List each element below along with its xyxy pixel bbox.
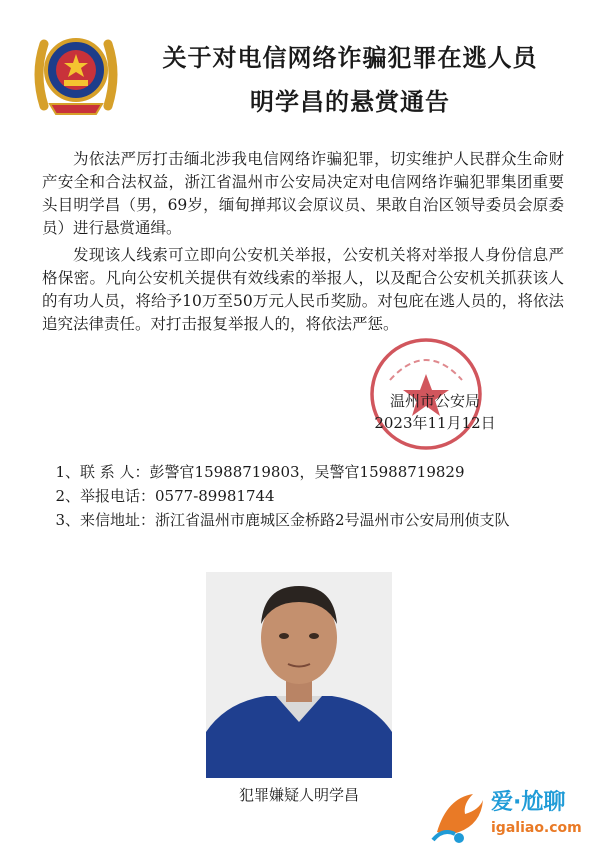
contact-number: 2、 [55,487,80,505]
contact-label: 举报电话： [80,487,156,505]
signature-block [360,390,510,434]
contact-value: 彭警官15988719803，吴警官15988719829 [149,463,465,481]
contact-number: 3、 [55,511,80,529]
watermark-text [491,788,591,838]
contact-value: 浙江省温州市鹿城区金桥路2号温州市公安局刑侦支队 [155,511,510,529]
title-line-1: 关于对电信网络诈骗犯罪在逃人员 [162,43,538,72]
issuer-name: 温州市公安局 [389,392,480,410]
paragraph-1: 为依法严厉打击缅北涉我电信网络诈骗犯罪，切实维护人民群众生命财产安全和合法权益，浙江省温州市公安局决定对电信网络诈骗犯罪集团重要头目明学昌（男，69岁，缅甸掸邦议会原议员、果敢自治区领导委员会原委员）进行悬赏通缉。 [42,150,564,237]
contact-list [42,460,564,532]
police-emblem-icon [30,30,122,116]
contact-row-persons [42,460,564,484]
photo-caption: 犯罪嫌疑人明学昌 [238,786,359,804]
watermark-logo-icon [429,788,489,846]
contact-label: 联 系 人： [80,463,150,481]
contact-number: 1、 [55,463,80,481]
contact-label: 来信地址： [80,511,156,529]
paragraph-2: 发现该人线索可立即向公安机关举报，公安机关将对举报人身份信息严格保密。凡向公安机关提供有效线索的举报人，以及配合公安机关抓获该人的有功人员，将给予10万至50万元人民币奖励。对包庇在逃人员的，将依法追究法律责任。对打击报复举报人的，将依法严惩。 [42,246,564,333]
contact-row-hotline [42,484,564,508]
notice-title [130,36,570,124]
title-line-2: 明学昌的悬赏通告 [250,87,450,116]
person-portrait-icon [206,572,392,778]
issue-date: 2023年11月12日 [374,414,496,432]
watermark-brand: 爱·尬聊 [491,790,566,815]
contact-row-address [42,508,564,532]
site-watermark [429,788,589,846]
watermark-url: igaliao.com [491,820,582,836]
contact-value: 0577-89981744 [155,487,275,505]
suspect-photo [206,572,392,778]
